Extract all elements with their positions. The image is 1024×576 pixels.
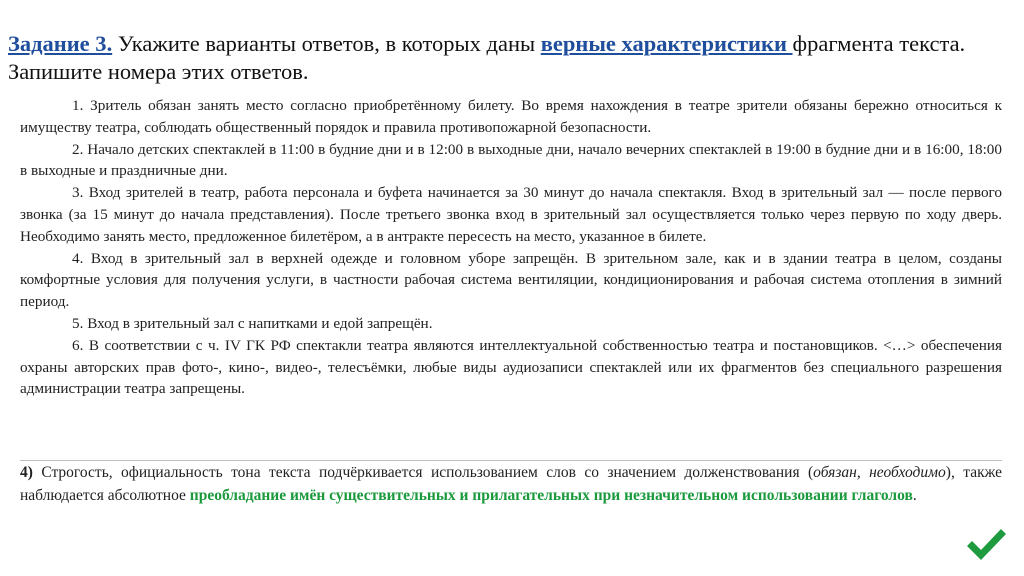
paragraph-5: 5. Вход в зрительный зал с напитками и едой запрещён. <box>72 314 433 332</box>
task-text-before: Укажите варианты ответов, в которых даны <box>112 31 541 56</box>
answer-green-highlight: преобладание имён существительных и прилагательных при незначительном использовании глаголов <box>189 487 913 504</box>
task-label-dot: . <box>106 31 113 56</box>
answer-part1: Строгость, официальность тона текста подчёркивается использованием слов со значением долженствования ( <box>32 464 814 481</box>
task-highlight: верные характеристики <box>540 31 793 56</box>
source-text <box>20 95 1002 400</box>
answer-part2: ), также наблюдается абсолютное <box>20 464 1002 504</box>
paragraph-4: 4. Вход в зрительный зал в верхней одежде и головном уборе запрещён. В зрительном зале, как и в здании театра в целом, созданы комфортные условия для получения услуги, в частности рабочая система вентиляции, кондиционирования и рабочая система отопления в зимний период. <box>20 249 1002 311</box>
answer-block <box>20 460 1002 507</box>
paragraph-2: 2. Начало детских спектаклей в 11:00 в будние дни и в 12:00 в выходные дни, начало вечерних спектаклей в 19:00 в будние дни и в 16:00, 18:00 в выходные и праздничные дни. <box>20 140 1002 180</box>
task-label: Задание 3 <box>8 31 107 56</box>
task-heading <box>8 30 1018 86</box>
paragraph-6: 6. В соответствии с ч. IV ГК РФ спектакли театра являются интеллектуальной собственностью театра и постановщиков. <…> обеспечения охраны авторских прав фото-, кино-, видео-, телесъёмки, любые виды аудиозаписи спектаклей или их фрагментов без специального разрешения администрации театра запрещены. <box>20 336 1002 398</box>
answer-number: 4) <box>20 464 33 481</box>
task-text-after: фрагмента текста. Запишите номера этих ответов. <box>8 31 966 84</box>
answer-italic: обязан, необходимо <box>813 464 946 481</box>
paragraph-1: 1. Зритель обязан занять место согласно приобретённому билету. Во время нахождения в театре зрители обязаны бережно относиться к имуществу театра, соблюдать общественный порядок и правила противопожарной безопасности. <box>20 97 1002 136</box>
paragraph-3: 3. Вход зрителей в театр, работа персонала и буфета начинается за 30 минут до начала спектакля. Вход в зрительный зал — после первого звонка (за 15 минут до начала представления). После третьего звонка вход в зрительный зал осуществляется только через первую по ходу дверь. Необходимо занять место, предложенное билетёром, а в антракте пересесть на место, указанное в билете. <box>20 184 1002 245</box>
checkmark-icon <box>963 524 1009 564</box>
answer-end: . <box>912 487 917 504</box>
